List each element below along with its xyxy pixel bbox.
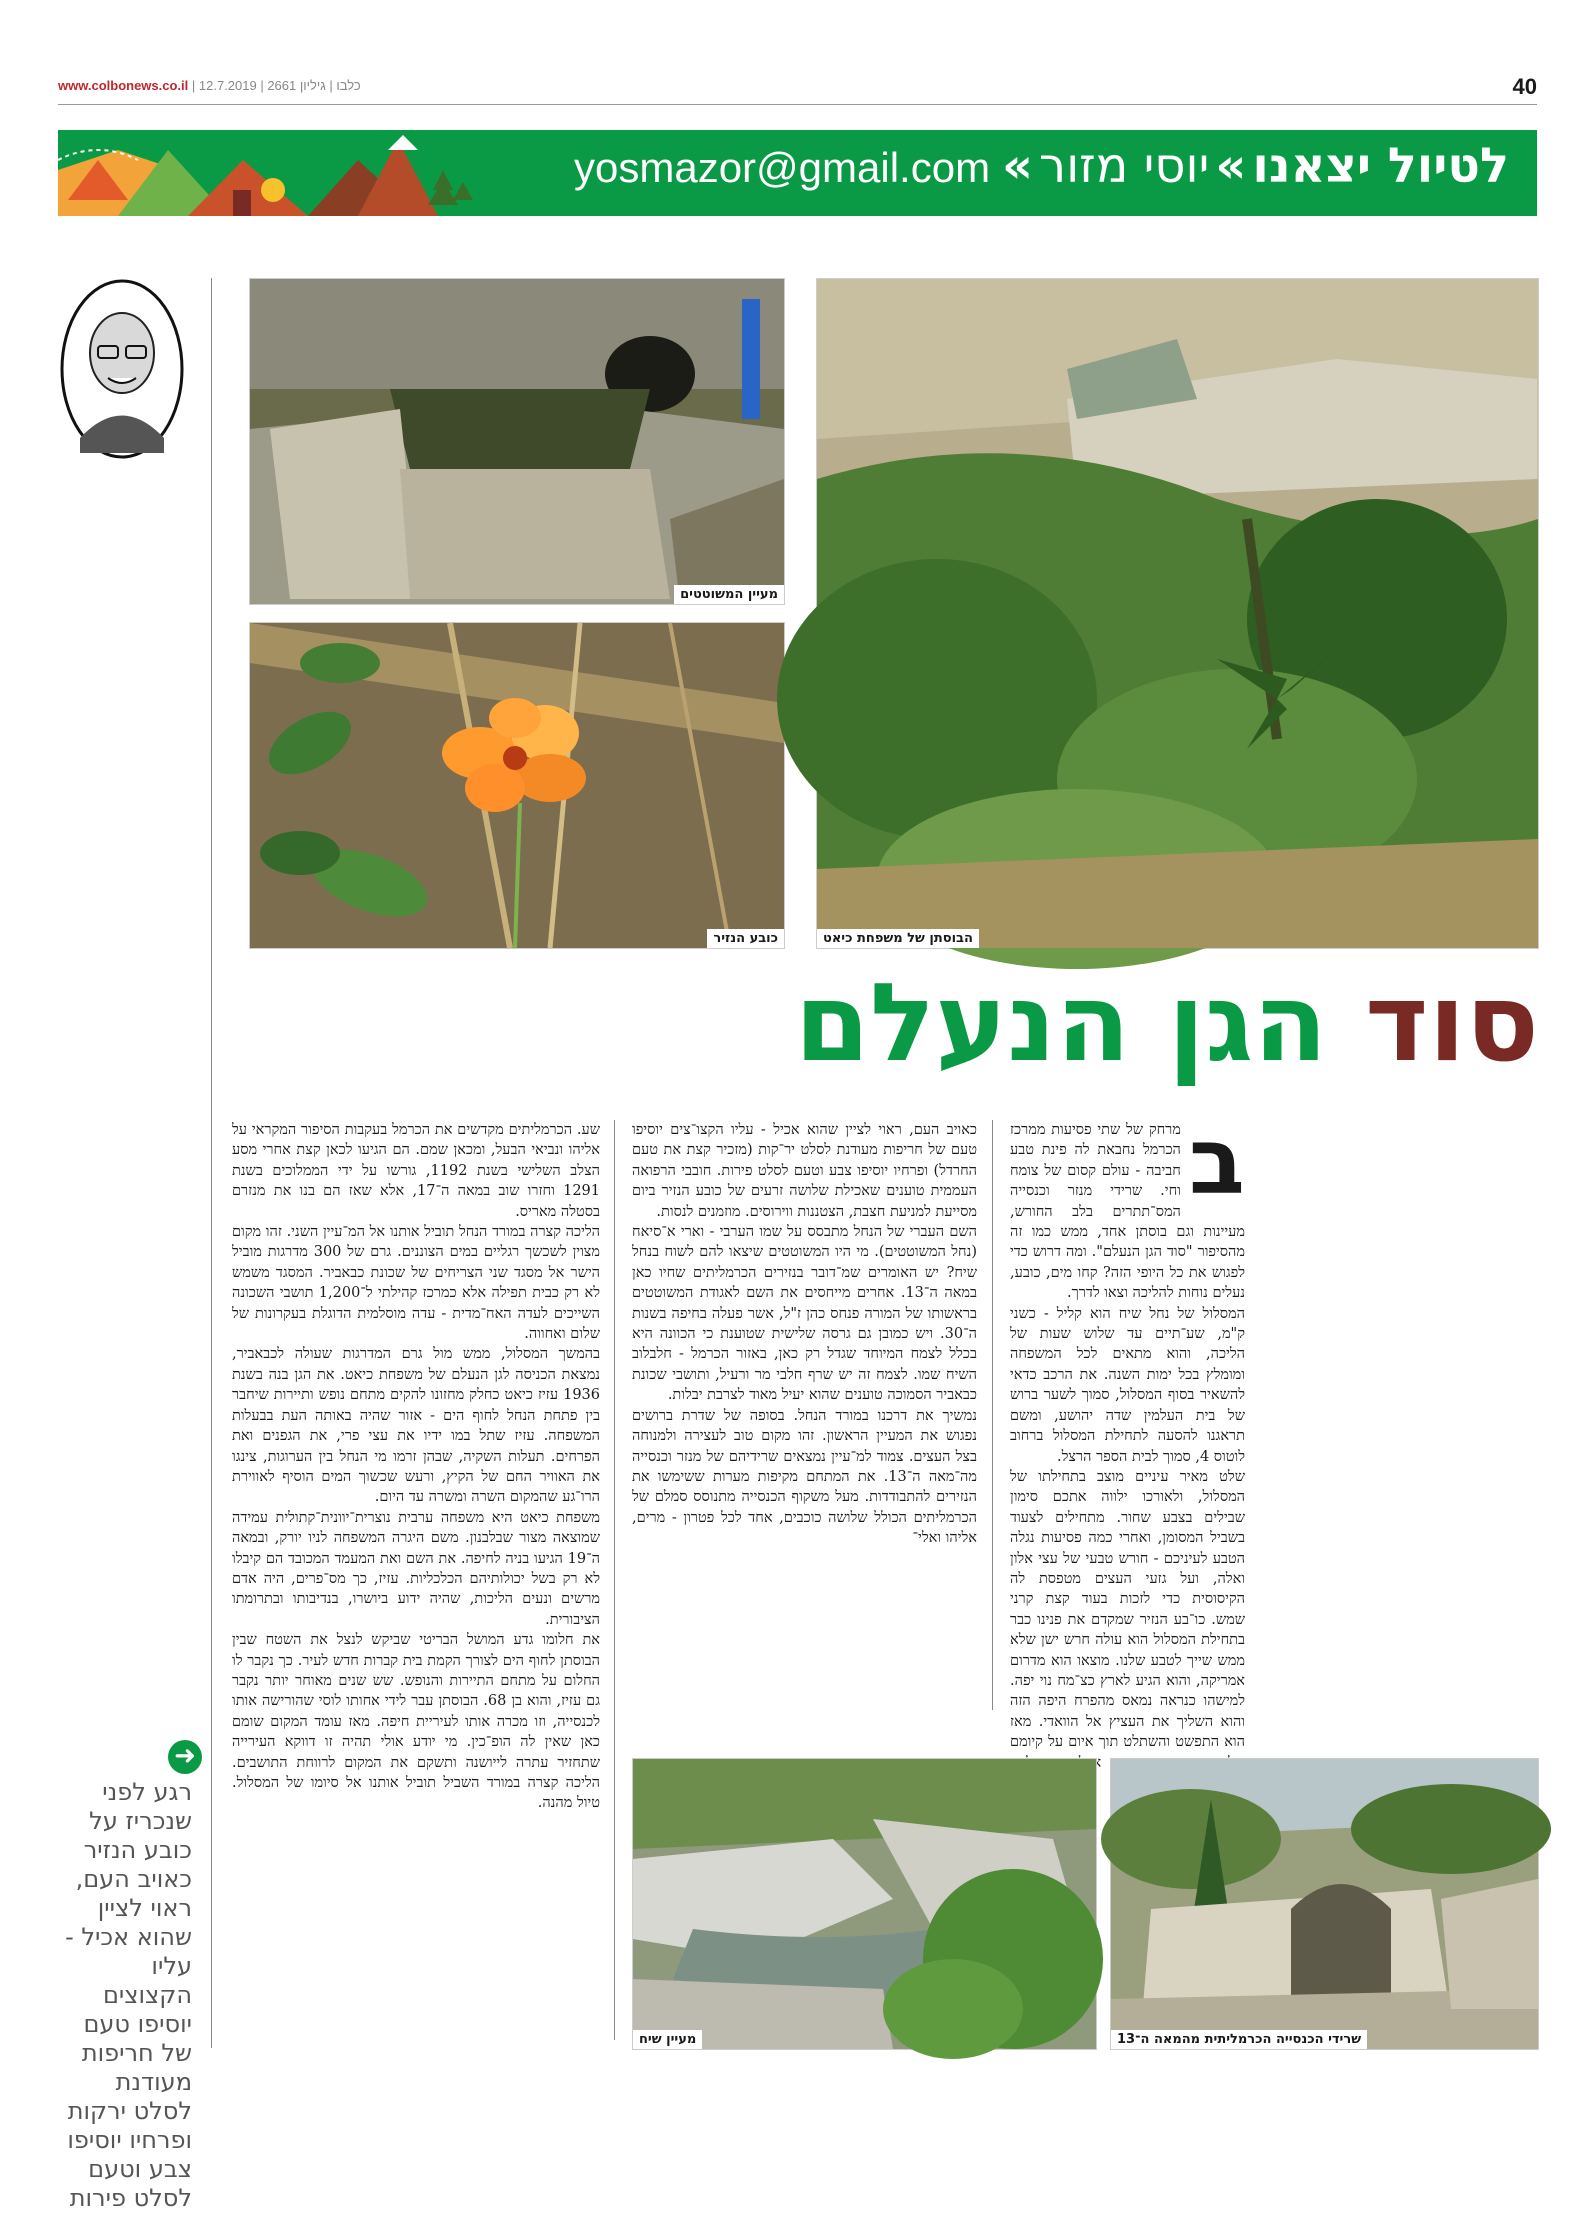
section-banner	[58, 130, 1537, 216]
article-column-3	[232, 1120, 600, 2040]
headline-part2: הגן הנעלם	[794, 961, 1328, 1086]
caption-spring-bottom: מעיין שיח	[633, 2030, 702, 2049]
author-avatar	[60, 278, 184, 460]
section-name: לטיול יצאנו	[1252, 138, 1509, 194]
chevron-icon: »	[1215, 138, 1247, 194]
article-column-2	[632, 1120, 977, 1710]
travel-illustration	[58, 130, 478, 216]
caption-flower: כובע הנזיר	[707, 929, 784, 948]
page-number: 40	[1512, 74, 1537, 99]
column-rule	[992, 1120, 993, 1710]
banner-title	[996, 138, 1509, 194]
column-rule	[614, 1120, 615, 2040]
photo-garden	[816, 278, 1539, 949]
folio-line	[58, 78, 361, 93]
caption-garden: הבוסתן של משפחת כיאט	[817, 929, 979, 948]
column-3-text: שע. הכרמליתים מקדשים את הכרמל בעקבות הסיפור המקראי על אליהו ונביאי הבעל, ומכאן שמם. הם הגיעו לכאן קצת אחרי מסע הצלב השלישי בשנת 1192, גורשו על ידי הממלוכים בשנת 1291 וחזרו שוב במאה ה־17, אלא שאז הם בנו את מנזרם בסטלה מאריס. הליכה קצרה במורד הנחל תוביל אותנו אל המ־עיין השני. זהו מקום מצוין לשכשך רגליים במים הצוננים. גרם של 300 מדרגות מוביל הישר אל מסגד שני הצריחים של שכונת כבאביר. המסגד משמש לא רק כבית תפילה אלא כמרכז קהילתי ל־1,200 תושבי השכונה השייכים לעדה האח־מדית - עדה מוסלמית הדוגלת בעקרונות של שלום ואחווה. בהמשך המסלול, ממש מול גרם המדרגות שעולה לכבאביר, נמצאת הכניסה לגן הנעלם של משפחת כיאט. את הגן בנה בשנת 1936 עזיז כיאט כחלק מחזונו להקים מתחם נופש ותיירות שיחבר בין פתחת הנחל לחוף הים - אזור שהיה באותה העת בבעלות המשפחה. עזיז שתל במו ידיו את עצי פרי, את הגפנים ואת הפרחים. תעלות השקיה, שבהן זרמו מי הנחל בין הערוגות, צינגו את האוויר החם של הקיץ, ורעש שכשוך המים הוסיף לאווירת הרו־גע שהמקום השרה ומשרה עד היום. משפחת כיאט היא משפחה ערבית נוצרית־יוונית־קתולית עמידה שמוצאה מצור שבלבנון. משם היגרה המשפחה לניו יורק, ובמאה ה־19 הגיעו בניה לחיפה. את השם ואת המעמד המכובד הם קיבלו לא רק בשל יכולותיהם הכלכליות. עזיז, כך מס־פרים, היה אדם מרשים ונעים הליכות, שהיה ידוע ביושרו, בנדיבותו ובתרומתו הציבורית. את חלומו גדע המושל הבריטי שביקש לנצל את השטח שבין הבוסתן לחוף הים לצורך הקמת בית קברות חדש לעיר. כך נקבר לו החלום על מתחם התיירות והנופש. שש שנים מאוחר יותר נקבר גם עזיז, והוא בן 68. הבוסתן עבר לידי אחותו לוסי שהורישה אותו לכנסייה, וזו מכרה אותו לעיריית חיפה. מאז עומד המקום שומם כאן שאין לה הופ־כין. מי יודע אולי תהיה זו דווקא העירייה שתחזיר עתרה לייושנה ותשקם את המקום לרווחת התושבים. הליכה קצרה במורד השביל תוביל אותנו אל סיומו של המסלול. טיול מהנה.	[232, 1122, 601, 1812]
author-email[interactable]: yosmazor@gmail.com	[574, 144, 991, 191]
headline	[794, 961, 1539, 1086]
chevron-icon: »	[1001, 138, 1033, 194]
column-1-text: מרחק של שתי פסיעות ממרכז הכרמל נחבאת לה פינת טבע חביבה - עולם קסום של צומח וחי. שרידי מנזר וכנסייה המס־תתרים בלב החורש, מעיינות וגם בוסתן אחד, ממש כמו זה מהסיפור "סוד הגן הנעלם". ומה דרוש כדי לפגוש את כל היופי הזה? קחו מים, כובע, נעלים נוחות להליכה וצאו לדרך. המסלול של נחל שיח הוא קליל - כשני ק"מ, שע־תיים עד שלוש שעות של הליכה, והוא מתאים לכל המשפחה ומומלץ בכל ימות השנה. את הרכב כדאי להשאיר בסוף המסלול, סמוך לשער ברוש של בית העלמין שדה יהושע, ומשם תראגנו להסעה לתחילת המסלול ברחוב לוטוס 4, סמוך לבית הספר הרצל. שלט מאיר עיניים מוצב בתחילתו של המסלול, ולאורכו ילווה אתכם סימון שבילים בצבע שחור. מתחילים לצעוד בשביל המסומן, ואחרי כמה פסיעות נגלה הטבע לעיניכם - חורש טבעי של עצי אלון ואלה, ועל גזעי העצים מטפסת לה הקיסוסית כדי לזכות בעוד קצת קרני שמש. כו־בע הנזיר שמקדם את פנינו כבר בתחילת המסלול הוא עולה חרש ישן שלא ממש שייך לטבע שלנו. מוצאו הוא מדרום אמריקה, והוא הגיע לארץ כצ־מח נוי יפה. למישהו כנראה נמאס מהפרח היפה הזה והוא השליך את העציץ אל הוואדי. מאז הוא התפשט והשתלט תוך איום על קיומם	[1010, 1122, 1245, 1751]
caption-ruins: שרידי הכנסייה הכרמליתית מהמאה ה־13	[1111, 2030, 1367, 2049]
pull-quote: רגע לפני שנכריז על כובע הנזיר כאויב העם, ראוי לציין שהוא אכיל - עליו הקצוצים יוסיפו טעם של חריפות מעודנת לסלט ירקות ופרחיו יוסיפו צבע וטעם לסלט פירות	[65, 1778, 192, 2212]
photo-ruins	[1110, 1758, 1539, 2050]
headline-part1: סוד	[1365, 961, 1539, 1086]
caption-spring-top: מעיין המשוטטים	[674, 585, 784, 604]
article-column-1	[1010, 1108, 1245, 1751]
top-rule	[58, 104, 1537, 105]
column-2-text: כאויב העם, ראוי לציין שהוא אכיל - עליו הקצו־צים יוסיפו טעם של חריפות מעודנת לסלט יר־קות (מזכיר קצת את טעם החרדל) ופרחיו יוסיפו צבע וטעם לסלט פירות. חובבי הרפואה העממית טוענים שאכילת שלושה זרעים של כובע הנזיר ביום מסייעת למניעת חצבת, הצטננות ווירוסים. מוזמנים לנסות. השם העברי של הנחל מתבסס על שמו הערבי - וארי א־סיאח (נחל המשוטטים). מי היו המשוטטים שיצאו להם לשוח בנחל שיח? יש האומרים שמ־דובר בנזירים הכרמליתים שחיו כאן במאה ה־13. אחרים מייחסים את השם לאגודת המשוטטים בראשותו של המורה פנחס כהן ז"ל, אשר פעלה בחיפה בשנות ה־30. ויש כמובן גם גרסה שלישית שטוענת כי הכוונה היא בכלל לצמח המיוחד שגדל רק כאן, באזור הכרמל - חלבלוב השיח שמו. לצמח זה יש שרף חלבי מר ורעיל, ותושבי שכונת כבאביר הסמוכה טוענים שהוא יעיל מאוד לצרבת יבלות. נמשיך את דרכנו במורד הנחל. בסופה של שדרת ברושים נפגוש את המעיין הראשון. זהו מקום טוב לעצירה ולמנוחה בצל העצים. צמוד למ־עיין נמצאים שרידיהם של מנזר וכנסייה מה־מאה ה־13. את המתחם מקיפות מערות ששימשו את הנזירים להתבודדות. מעל משקוף הכנסייה מתנוסס סמלם של הכרמליתים הכולל שלושה כוכבים, אחד לכל פטרון - מרים, אליהו ואלי־	[632, 1122, 977, 1547]
photo-spring-top	[249, 278, 785, 605]
column-rule	[211, 278, 212, 2048]
drop-cap: ב	[1188, 1108, 1245, 1215]
site-url[interactable]: www.colbonews.co.il	[58, 78, 189, 93]
author-name: יוסי מזור	[1039, 138, 1210, 194]
arrow-icon: ➜	[168, 1740, 202, 1774]
photo-flower	[249, 622, 785, 949]
photo-spring-bottom	[632, 1758, 1097, 2050]
issue-meta: | כלבו | גיליון 2661 | 12.7.2019	[188, 78, 361, 93]
